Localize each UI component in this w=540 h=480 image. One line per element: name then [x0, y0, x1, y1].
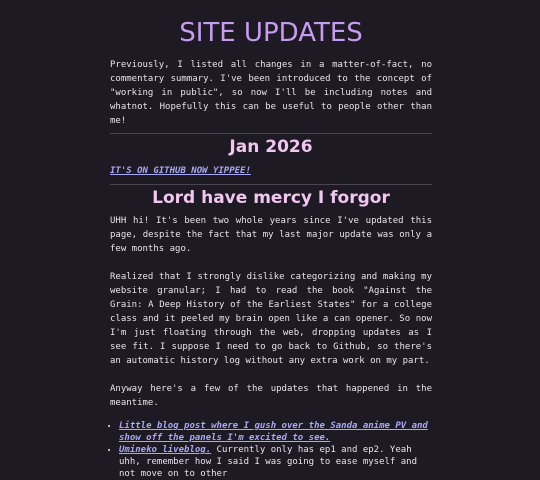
updates-list: [110, 420, 432, 480]
main-content: [110, 0, 432, 480]
github-link[interactable]: IT'S ON GITHUB NOW YIPPEE!: [110, 166, 251, 176]
section-title-jan-2026: Jan 2026: [229, 137, 313, 157]
intro-paragraph: Previously, I listed all changes in a matter-of-fact, no commentary summary. I've been introduced to the concept of "working in public", so now I'll be including notes and whatnot. Hopefully this can be useful to people other than me!: [110, 60, 432, 126]
list-item: [119, 444, 432, 480]
sanda-blog-link[interactable]: Little blog post where I gush over the Sanda anime PV and show off the panels I'm excited to see.: [119, 421, 428, 443]
divider: [110, 133, 432, 134]
paragraph: UHH hi! It's been two whole years since I've updated this page, despite the fact that my last major update was only a few months ago.: [110, 216, 432, 254]
list-item-text: Currently only has ep1 and ep2. Yeah uhh, remember how I said I was going to ease myself and not move on to other: [119, 445, 418, 479]
divider: [110, 184, 432, 185]
list-item: [119, 420, 432, 444]
section-title-forgor: Lord have mercy I forgor: [152, 188, 390, 208]
paragraph: Anyway here's a few of the updates that happened in the meantime.: [110, 384, 432, 408]
page-title: SITE UPDATES: [179, 18, 363, 48]
paragraph: Realized that I strongly dislike categorizing and making my website granular; I had to read the book "Against the Grain: A Deep History of the Earliest States" for a college class and it peeled my brain open like a can opener. So now I'm just floating through the web, dropping updates as I see fit. I suppose I need to go back to Github, so there's an automatic history log without any extra work on my part.: [110, 272, 432, 366]
umineko-liveblog-link[interactable]: Umineko liveblog.: [119, 445, 212, 455]
